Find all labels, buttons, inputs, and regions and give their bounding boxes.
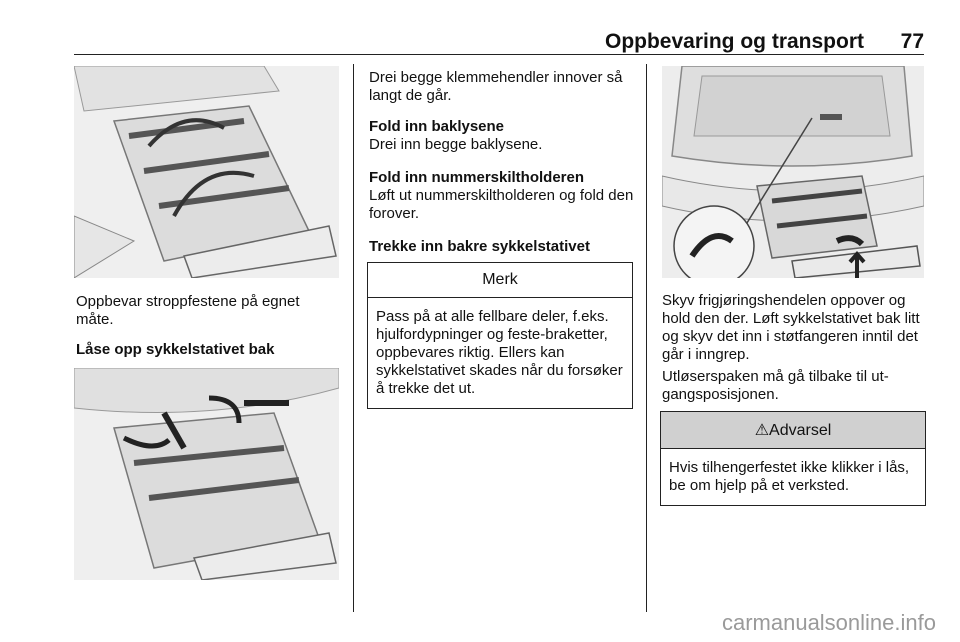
heading-unlock bbox=[76, 341, 338, 359]
column-divider-1 bbox=[353, 64, 354, 612]
text-push: Skyv frigjøringshendelen oppover og hold den der. Løft sykkelstativet bak litt og skyv det inn i støtfangeren inntil det går i inngrep. bbox=[662, 292, 920, 363]
column-divider-2 bbox=[646, 64, 647, 612]
text-push-section bbox=[662, 292, 926, 364]
note-text: Pass på at alle fellbare deler, f.eks. hjulfordypninger og feste-braketter, oppbevares riktig. Ellers kan sykkelstativet skades når du forsøker å trekke det ut. bbox=[376, 308, 623, 397]
text-lever-section bbox=[662, 368, 926, 404]
heading-retract-text: Trekke inn bakre sykkelstativet bbox=[369, 238, 590, 255]
intro-text-p: Drei begge klemmehendler innover så langt de går. bbox=[369, 69, 623, 104]
page-number: 77 bbox=[900, 30, 924, 53]
illustration-unlock-levers bbox=[74, 368, 339, 580]
illustration-push-in-drawing bbox=[662, 66, 924, 278]
watermark: carmanualsonline.info bbox=[721, 610, 936, 635]
header-rule bbox=[74, 54, 924, 55]
warning-text: Hvis tilhengerfestet ikke klikker i lås, be om hjelp på et verksted. bbox=[669, 459, 910, 494]
warning-icon: ⚠ bbox=[754, 422, 770, 439]
warning-header bbox=[661, 412, 925, 449]
heading-fold-lights: Fold inn baklysene bbox=[369, 118, 505, 135]
caption-strap-storage-text: Oppbevar stroppfestene på egnet måte. bbox=[76, 293, 300, 328]
warning-box bbox=[660, 411, 926, 506]
text-fold-plate: Løft ut nummerskiltholderen og fold den forover. bbox=[369, 187, 634, 222]
section-fold-lights bbox=[369, 118, 634, 154]
page-title: Oppbevaring og transport bbox=[604, 30, 864, 53]
illustration-unlock-levers-drawing bbox=[74, 368, 339, 580]
section-fold-plate bbox=[369, 169, 634, 223]
heading-retract bbox=[369, 238, 634, 256]
note-title: Merk bbox=[368, 263, 632, 298]
note-box bbox=[367, 262, 633, 409]
heading-fold-plate: Fold inn nummerskiltholderen bbox=[369, 169, 585, 186]
caption-strap-storage bbox=[76, 293, 338, 329]
intro-text bbox=[369, 69, 634, 105]
heading-unlock-text: Låse opp sykkelstativet bak bbox=[76, 341, 275, 358]
warning-title: Advarsel bbox=[769, 422, 832, 439]
illustration-push-in bbox=[662, 66, 924, 278]
illustration-strap-storage-drawing bbox=[74, 66, 339, 278]
text-fold-lights: Drei inn begge baklysene. bbox=[369, 136, 543, 153]
text-lever: Utløserspaken må gå tilbake til ut-gangsposisjonen. bbox=[662, 368, 889, 403]
illustration-strap-storage bbox=[74, 66, 339, 278]
